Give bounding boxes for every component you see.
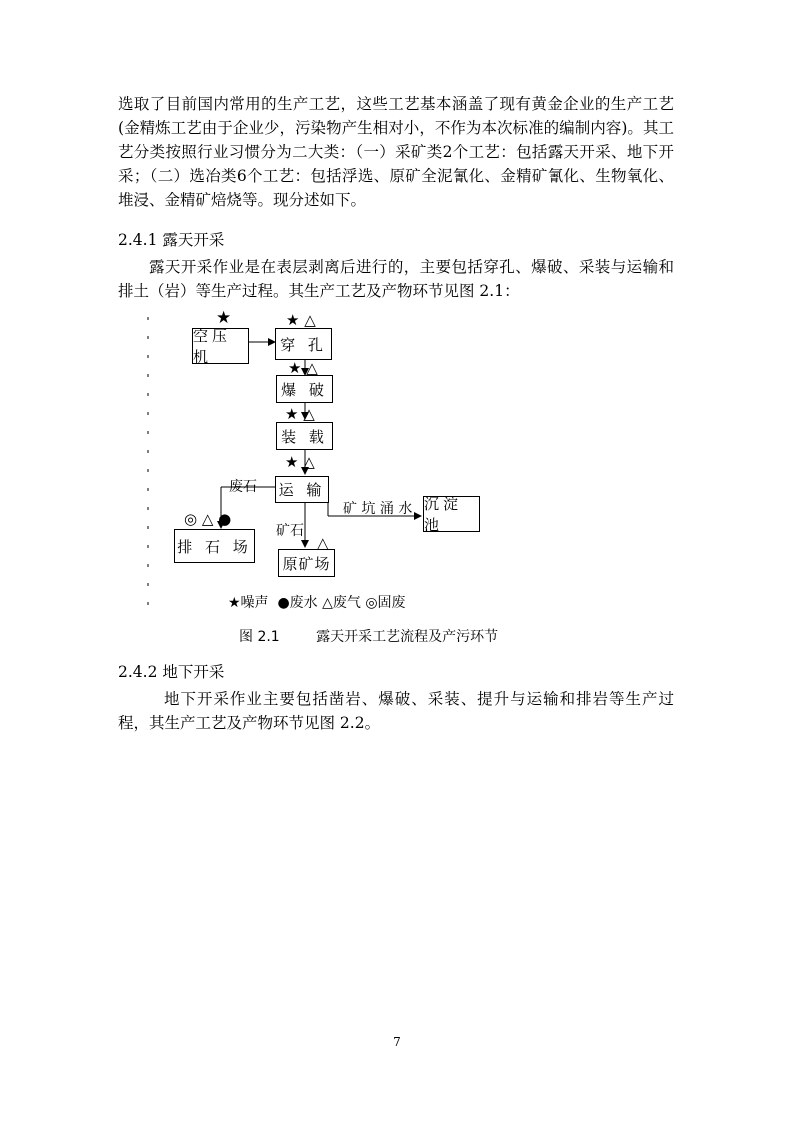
symbols-waste-dump: ◎ △ ● xyxy=(184,510,232,528)
symbols-drilling: ★ △ xyxy=(286,311,316,329)
caption-number: 图 2.1 xyxy=(239,629,280,645)
box-transport: 运 输 xyxy=(275,476,329,503)
figure-caption xyxy=(239,626,498,646)
symbols-transport: ★ △ xyxy=(285,453,315,471)
symbols-compressor: ★ xyxy=(216,308,232,328)
caption-title: 露天开采工艺流程及产污环节 xyxy=(316,629,499,645)
underground-paragraph: 地下开采作业主要包括凿岩、爆破、采装、提升与运输和排岩等生产过程，其生产工艺及产物环节见图 2.2。 xyxy=(118,690,674,732)
section-heading-open-pit: 2.4.1 露天开采 xyxy=(118,231,225,249)
symbols-blasting: ★ △ xyxy=(288,359,318,377)
intro-paragraph: 选取了目前国内常用的生产工艺，这些工艺基本涵盖了现有黄金企业的生产工艺(金精炼工艺由于企业少，污染物产生相对小，不作为本次标准的编制内容)。其工艺分类按照行业习惯分为二大类：（一）采矿类2个工艺：包括露天开采、地下开采；（二）选冶类6个工艺：包括浮选、原矿全泥氰化、金精矿氰化、生物氧化、堆浸、金精矿焙烧等。现分述如下。 xyxy=(118,95,674,209)
box-compressor: 空压机 xyxy=(192,328,249,364)
symbols-loading: ★ △ xyxy=(285,405,315,423)
label-waste-rock: 废石 xyxy=(229,479,257,495)
box-settling-pond: 沉淀池 xyxy=(423,496,480,532)
label-ore: 矿石 xyxy=(276,523,304,539)
open-pit-paragraph: 露天开采作业是在表层剥离后进行的，主要包括穿孔、爆破、采装与运输和排土（岩）等生产过程。其生产工艺及产物环节见图 2.1： xyxy=(118,258,674,300)
box-ore-yard: 原矿场 xyxy=(278,549,335,577)
box-waste-dump: 排 石 场 xyxy=(174,529,255,563)
box-blasting: 爆 破 xyxy=(276,375,333,403)
box-drilling: 穿 孔 xyxy=(275,328,332,360)
symbols-ore-yard: △ xyxy=(317,534,329,552)
page-number: 7 xyxy=(393,1035,401,1049)
process-flow-diagram xyxy=(140,305,660,615)
section-heading-underground: 2.4.2 地下开采 xyxy=(118,663,225,681)
label-pit-water: 矿 坑 涌 水 xyxy=(343,501,413,517)
box-loading: 装 载 xyxy=(276,422,333,450)
legend: ★噪声 ●废水 △废气 ◎固废 xyxy=(228,595,406,611)
